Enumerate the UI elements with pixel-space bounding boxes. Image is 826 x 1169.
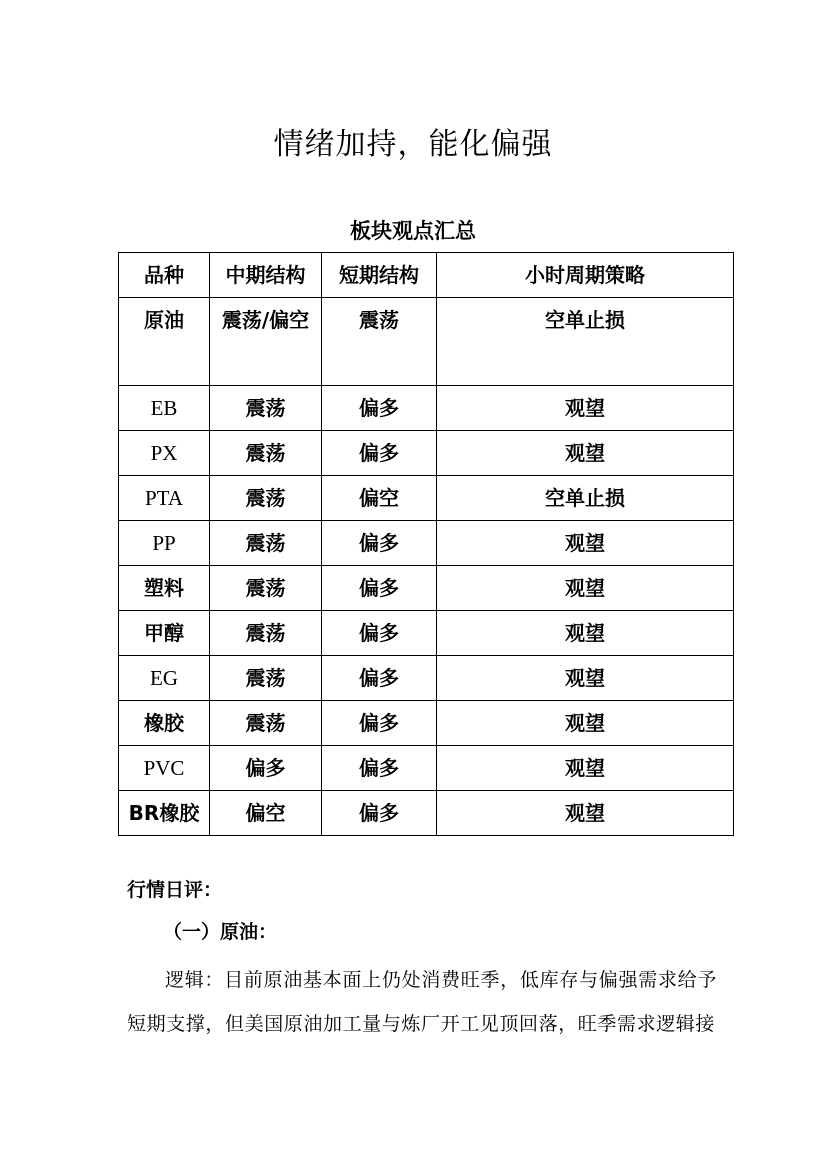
table-cell-short-term: 偏多 — [322, 431, 437, 476]
body-paragraph: 逻辑：目前原油基本面上仍处消费旺季，低库存与偏强需求给予短期支撑，但美国原油加工量与炼厂开工见顶回落，旺季需求逻辑接 — [127, 969, 717, 1035]
header-cell-short-term: 短期结构 — [322, 253, 437, 298]
table-cell-variety: PTA — [119, 476, 210, 521]
table-cell-variety: EB — [119, 386, 210, 431]
subsection-heading: （一）原油： — [163, 921, 278, 943]
table-row — [119, 431, 734, 476]
table-cell-variety: PVC — [119, 746, 210, 791]
table-header-row — [119, 253, 734, 298]
table-cell-variety: 原油 — [119, 298, 210, 386]
table-cell-strategy: 观望 — [437, 386, 734, 431]
header-cell-variety: 品种 — [119, 253, 210, 298]
table-cell-variety: BR橡胶 — [119, 791, 210, 836]
table-cell-short-term: 偏多 — [322, 701, 437, 746]
table-cell-strategy: 观望 — [437, 656, 734, 701]
table-cell-variety: 甲醇 — [119, 611, 210, 656]
table-cell-mid-term: 震荡 — [210, 476, 322, 521]
table-cell-strategy: 空单止损 — [437, 476, 734, 521]
page-title: 情绪加持，能化偏强 — [273, 127, 553, 162]
table-cell-strategy: 观望 — [437, 521, 734, 566]
table-cell-strategy: 观望 — [437, 566, 734, 611]
table-cell-short-term: 偏多 — [322, 656, 437, 701]
table-row — [119, 386, 734, 431]
table-cell-strategy: 观望 — [437, 791, 734, 836]
table-caption: 板块观点汇总 — [350, 219, 476, 243]
table-row — [119, 476, 734, 521]
table-cell-variety: 塑料 — [119, 566, 210, 611]
table-cell-short-term: 震荡 — [322, 298, 437, 386]
table-cell-short-term: 偏多 — [322, 566, 437, 611]
table-cell-variety: PP — [119, 521, 210, 566]
table-cell-mid-term: 偏多 — [210, 746, 322, 791]
table-cell-short-term: 偏多 — [322, 386, 437, 431]
table-cell-strategy: 观望 — [437, 701, 734, 746]
table-row — [119, 656, 734, 701]
table-cell-mid-term: 震荡 — [210, 431, 322, 476]
table-cell-mid-term: 偏空 — [210, 791, 322, 836]
table-cell-variety: EG — [119, 656, 210, 701]
table-cell-mid-term: 震荡 — [210, 701, 322, 746]
summary-table — [118, 252, 734, 836]
table-cell-variety: PX — [119, 431, 210, 476]
table-cell-mid-term: 震荡 — [210, 521, 322, 566]
table-row — [119, 701, 734, 746]
table-cell-strategy: 观望 — [437, 746, 734, 791]
table-cell-mid-term: 震荡 — [210, 566, 322, 611]
table-cell-strategy: 空单止损 — [437, 298, 734, 386]
header-cell-mid-term: 中期结构 — [210, 253, 322, 298]
table-row — [119, 298, 734, 386]
table-cell-short-term: 偏多 — [322, 611, 437, 656]
table-cell-strategy: 观望 — [437, 611, 734, 656]
table-row — [119, 746, 734, 791]
table-cell-variety: 橡胶 — [119, 701, 210, 746]
table-cell-mid-term: 震荡/偏空 — [210, 298, 322, 386]
table-cell-mid-term: 震荡 — [210, 656, 322, 701]
table-cell-short-term: 偏多 — [322, 521, 437, 566]
table-cell-short-term: 偏多 — [322, 746, 437, 791]
table-row — [119, 611, 734, 656]
table-cell-short-term: 偏空 — [322, 476, 437, 521]
table-cell-mid-term: 震荡 — [210, 611, 322, 656]
table-row — [119, 791, 734, 836]
section-heading: 行情日评： — [127, 879, 223, 901]
header-cell-hourly-strategy: 小时周期策略 — [437, 253, 734, 298]
table-cell-mid-term: 震荡 — [210, 386, 322, 431]
table-cell-strategy: 观望 — [437, 431, 734, 476]
table-cell-short-term: 偏多 — [322, 791, 437, 836]
table-row — [119, 566, 734, 611]
table-row — [119, 521, 734, 566]
